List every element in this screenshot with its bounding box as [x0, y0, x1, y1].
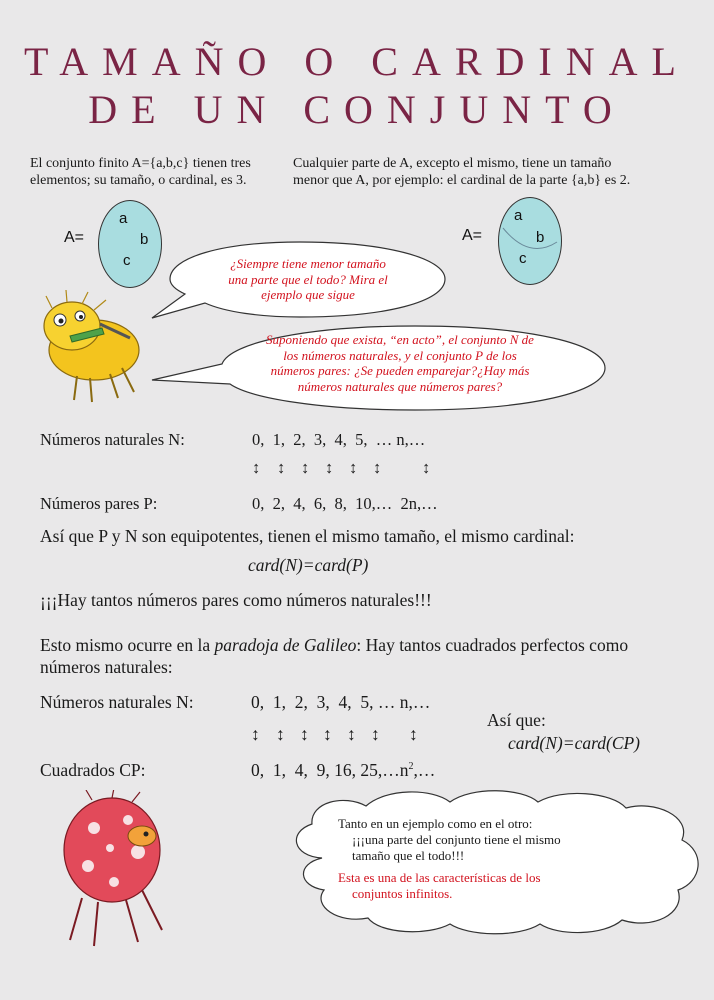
pair-arrow: ↕: [301, 458, 310, 477]
galileo-paragraph: [40, 635, 680, 656]
evens-values: 0, 2, 4, 6, 8, 10,… 2n,…: [252, 494, 438, 513]
galileo-before: Esto mismo ocurre en la: [40, 635, 215, 655]
exclaim-text: ¡¡¡Hay tantos números pares como números naturales!!!: [40, 590, 432, 610]
bubble-2-line2: los números naturales, y el conjunto P de los: [283, 347, 517, 363]
bubble-2-line4: números naturales que números pares?: [297, 378, 503, 394]
set-a-subset-label: A=: [462, 227, 483, 244]
intro-right-text: Cualquier parte de A, excepto el mismo, tiene un tamaño menor que A, por ejemplo: el cardinal de la parte {a,b} es 2.: [293, 156, 631, 188]
asi-que-label: Así que:: [487, 710, 546, 730]
pair-arrow: ↕: [373, 458, 382, 477]
intro-left-text: El conjunto finito A={a,b,c} tienen tres elementos; su tamaño, o cardinal, es 3.: [30, 156, 251, 188]
bubble-1-line3: ejemplo que sigue: [261, 287, 355, 302]
element-b: b: [140, 231, 149, 248]
set-a-subset-ellipse: [498, 197, 562, 285]
page-title-line1: TAMAÑO O CARDINAL: [24, 39, 690, 84]
pair-arrow: ↕: [349, 458, 358, 477]
squares-label: Cuadrados CP:: [40, 760, 146, 780]
element-c: c: [123, 252, 131, 269]
evens-label: Números pares P:: [40, 494, 158, 513]
cloud-line2: ¡¡¡una parte del conjunto tiene el mismo: [352, 832, 561, 847]
formula-card-n-p: card(N)=card(P): [248, 555, 369, 575]
pair-arrow: ↕: [325, 458, 334, 477]
naturals-values-2: 0, 1, 2, 3, 4, 5, … n,…: [251, 692, 431, 712]
pair-arrow: ↕: [251, 724, 260, 744]
galileo-line2: números naturales:: [40, 657, 173, 677]
cloud-line1: Tanto en un ejemplo como en el otro:: [338, 816, 533, 831]
squares-values: [251, 760, 435, 781]
galileo-paradox-term: paradoja de Galileo: [214, 635, 357, 655]
squares-exponent: 2: [408, 761, 414, 773]
formula-card-n-cp: card(N)=card(CP): [508, 733, 641, 753]
pair-arrow: ↕: [252, 458, 261, 477]
set-a-label: A=: [64, 229, 85, 246]
pair-arrow: ↕: [422, 458, 431, 477]
cloud-text: [338, 816, 561, 902]
bubble-2-line1: Suponiendo que exista, “en acto”, el conjunto N de: [266, 332, 534, 347]
squares-values-main: 0, 1, 4, 9, 16, 25,…n: [251, 760, 409, 780]
subset-boundary-curve: [499, 198, 561, 284]
pair-arrow: ↕: [323, 724, 332, 744]
pair-arrow: ↕: [300, 724, 309, 744]
galileo-after: : Hay tantos cuadrados perfectos como: [356, 635, 629, 655]
bubble-1-line1: ¿Siempre tiene menor tamaño: [230, 256, 386, 271]
element-a: a: [514, 207, 523, 224]
yellow-creature-illustration: [22, 288, 157, 408]
naturals-label-1: Números naturales N:: [40, 430, 185, 449]
cloud-red-line1: Esta es una de las características de los: [338, 870, 541, 885]
pink-creature-illustration: [42, 790, 182, 955]
pair-arrow: ↕: [276, 724, 285, 744]
pair-arrow: ↕: [277, 458, 286, 477]
bubble-1-text: [188, 256, 428, 303]
conclusion-1-text: Así que P y N son equipotentes, tienen el mismo tamaño, el mismo cardinal:: [40, 526, 575, 546]
bubble-1-line2: una parte que el todo? Mira el: [228, 271, 388, 287]
page-title-line2: DE UN CONJUNTO: [88, 87, 626, 132]
element-c: c: [519, 250, 527, 267]
pair-arrow: ↕: [409, 724, 418, 744]
element-b: b: [536, 229, 545, 246]
bubble-2-line3: números pares: ¿Se pueden emparejar?¿Hay más: [270, 363, 530, 378]
naturals-values-1: 0, 1, 2, 3, 4, 5, … n,…: [252, 430, 426, 449]
cloud-line3: tamaño que el todo!!!: [352, 848, 465, 863]
pair-arrow: ↕: [371, 724, 380, 744]
bubble-2-text: [240, 332, 560, 394]
squares-values-tail: ,…: [413, 760, 436, 780]
element-a: a: [119, 210, 128, 227]
naturals-label-2: Números naturales N:: [40, 692, 194, 712]
pair-arrow: ↕: [347, 724, 356, 744]
cloud-red-line2: conjuntos infinitos.: [352, 886, 453, 901]
